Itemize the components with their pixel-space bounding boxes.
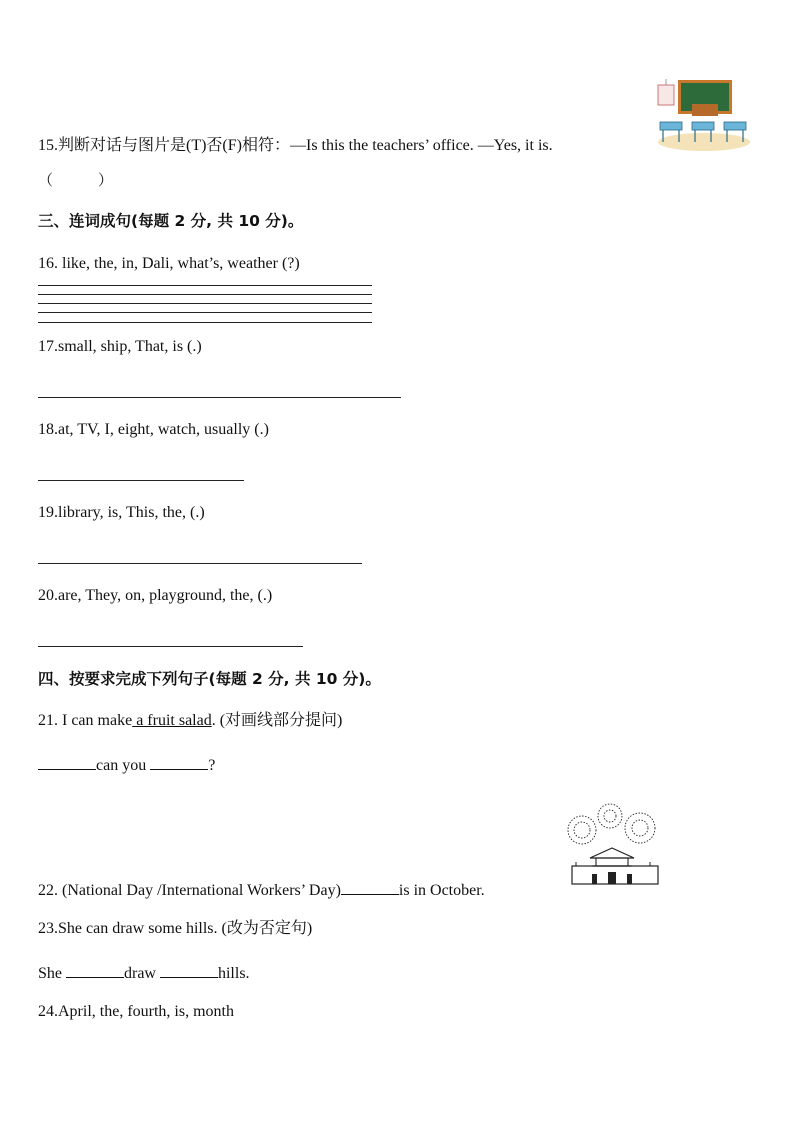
question-17: 17.small, ship, That, is (.): [38, 338, 202, 355]
answer-line[interactable]: [38, 322, 372, 323]
answer-line[interactable]: [38, 563, 362, 564]
question-15-text: 15.判断对话与图片是(T)否(F)相符：—Is this the teachers’ office. —Yes, it is.: [38, 137, 553, 154]
question-21: [38, 711, 342, 731]
section-3-title: 三、连词成句(每题 2 分, 共 10 分)。: [38, 212, 304, 230]
question-19: 19.library, is, This, the, (.): [38, 504, 205, 521]
tiananmen-fireworks-icon: [562, 800, 662, 888]
answer-blank[interactable]: [160, 961, 218, 978]
answer-line[interactable]: [38, 646, 303, 647]
answer-blank[interactable]: [150, 753, 208, 770]
question-21-prefix: 21. I can make: [38, 712, 133, 729]
question-18: 18.at, TV, I, eight, watch, usually (.): [38, 421, 269, 438]
answer-blank[interactable]: [38, 753, 96, 770]
answer-line[interactable]: [38, 303, 372, 304]
question-22: [38, 878, 485, 901]
answer-text: can you: [96, 757, 147, 774]
answer-line[interactable]: [38, 294, 372, 295]
answer-text: ?: [208, 757, 216, 774]
question-15: [38, 136, 553, 156]
question-23-answer: [38, 961, 250, 984]
answer-line[interactable]: [38, 480, 244, 481]
question-16: 16. like, the, in, Dali, what’s, weather (?): [38, 255, 300, 272]
answer-text: She: [38, 965, 62, 982]
answer-text: draw: [124, 965, 156, 982]
question-21-suffix: . (对画线部分提问): [211, 712, 343, 729]
answer-bracket[interactable]: （ ）: [38, 171, 114, 189]
section-4-title: 四、按要求完成下列句子(每题 2 分, 共 10 分)。: [38, 670, 381, 688]
question-24: 24.April, the, fourth, is, month: [38, 1003, 234, 1020]
question-22-prefix: 22. (National Day /International Workers’ Day): [38, 882, 341, 899]
answer-text: hills.: [217, 965, 250, 982]
question-20: 20.are, They, on, playground, the, (.): [38, 587, 273, 604]
answer-blank[interactable]: [66, 961, 124, 978]
answer-line[interactable]: [38, 285, 372, 286]
question-23: 23.She can draw some hills. (改为否定句): [38, 920, 313, 937]
answer-line[interactable]: [38, 312, 372, 313]
answer-blank[interactable]: [341, 878, 399, 895]
answer-line[interactable]: [38, 397, 401, 398]
question-21-answer: [38, 753, 215, 776]
classroom-picture-icon: [652, 76, 752, 152]
question-22-suffix: is in October.: [398, 882, 485, 899]
underlined-phrase: a fruit salad: [132, 712, 212, 729]
